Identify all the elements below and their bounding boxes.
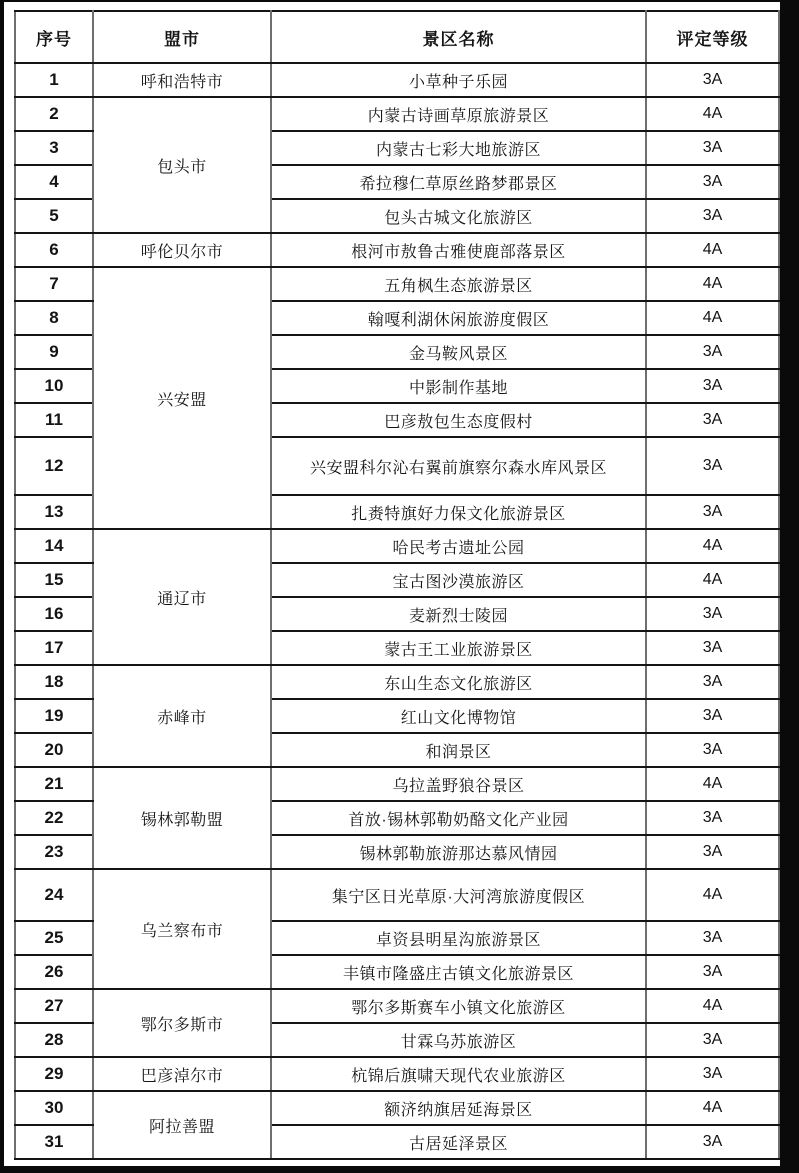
grade-cell: 4A [646,989,779,1023]
table-row [15,1057,779,1091]
grade-cell: 3A [646,369,779,403]
scenic-name-cell: 古居延泽景区 [271,1125,646,1159]
table-row [15,97,779,131]
grade-cell: 3A [646,495,779,529]
table-row [15,63,779,97]
scenic-name-cell: 麦新烈士陵园 [271,597,646,631]
row-index-cell: 15 [15,563,93,597]
grade-cell: 3A [646,131,779,165]
scenic-name-cell: 金马鞍风景区 [271,335,646,369]
row-index-cell: 2 [15,97,93,131]
row-index-cell: 21 [15,767,93,801]
scenic-name-cell: 中影制作基地 [271,369,646,403]
row-index-cell: 17 [15,631,93,665]
grade-cell: 3A [646,1125,779,1159]
grade-cell: 3A [646,921,779,955]
grade-cell: 3A [646,631,779,665]
row-index-cell: 18 [15,665,93,699]
scenic-name-cell: 首放·锡林郭勒奶酪文化产业园 [271,801,646,835]
row-index-cell: 9 [15,335,93,369]
table-row [15,989,779,1023]
row-index-cell: 5 [15,199,93,233]
grade-cell: 4A [646,301,779,335]
row-index-cell: 31 [15,1125,93,1159]
row-index-cell: 27 [15,989,93,1023]
grade-cell: 3A [646,699,779,733]
row-index-cell: 19 [15,699,93,733]
scenic-name-cell: 内蒙古七彩大地旅游区 [271,131,646,165]
scenic-name-cell: 宝古图沙漠旅游区 [271,563,646,597]
row-index-cell: 23 [15,835,93,869]
league-city-cell: 赤峰市 [93,665,271,767]
grade-cell: 3A [646,955,779,989]
scenic-name-cell: 甘霖乌苏旅游区 [271,1023,646,1057]
table-row [15,1091,779,1125]
row-index-cell: 11 [15,403,93,437]
row-index-cell: 28 [15,1023,93,1057]
scenic-name-cell: 翰嘎利湖休闲旅游度假区 [271,301,646,335]
table-body [15,63,779,1159]
row-index-cell: 14 [15,529,93,563]
scenic-name-cell: 集宁区日光草原·大河湾旅游度假区 [271,869,646,921]
grade-cell: 4A [646,267,779,301]
table-row [15,869,779,921]
row-index-cell: 30 [15,1091,93,1125]
row-index-cell: 26 [15,955,93,989]
row-index-cell: 16 [15,597,93,631]
row-index-cell: 22 [15,801,93,835]
grade-cell: 3A [646,835,779,869]
league-city-cell: 乌兰察布市 [93,869,271,989]
grade-cell: 3A [646,665,779,699]
scenic-name-cell: 额济纳旗居延海景区 [271,1091,646,1125]
scenic-name-cell: 丰镇市隆盛庄古镇文化旅游景区 [271,955,646,989]
league-city-cell: 阿拉善盟 [93,1091,271,1159]
row-index-cell: 25 [15,921,93,955]
grade-cell: 3A [646,335,779,369]
grade-cell: 4A [646,97,779,131]
scenic-name-cell: 乌拉盖野狼谷景区 [271,767,646,801]
scenic-name-cell: 五角枫生态旅游景区 [271,267,646,301]
league-city-cell: 通辽市 [93,529,271,665]
header-scenic-name: 景区名称 [271,11,646,63]
grade-cell: 3A [646,597,779,631]
table-row [15,529,779,563]
document-page [4,2,780,1166]
row-index-cell: 12 [15,437,93,495]
grade-cell: 4A [646,563,779,597]
league-city-cell: 锡林郭勒盟 [93,767,271,869]
league-city-cell: 呼和浩特市 [93,63,271,97]
scenic-name-cell: 兴安盟科尔沁右翼前旗察尔森水库风景区 [271,437,646,495]
header-league-city: 盟市 [93,11,271,63]
scenic-name-cell: 杭锦后旗啸天现代农业旅游区 [271,1057,646,1091]
grade-cell: 3A [646,801,779,835]
grade-cell: 4A [646,233,779,267]
grade-cell: 3A [646,199,779,233]
scenic-name-cell: 哈民考古遗址公园 [271,529,646,563]
row-index-cell: 4 [15,165,93,199]
grade-cell: 3A [646,165,779,199]
row-index-cell: 20 [15,733,93,767]
league-city-cell: 巴彦淖尔市 [93,1057,271,1091]
league-city-cell: 呼伦贝尔市 [93,233,271,267]
row-index-cell: 8 [15,301,93,335]
grade-cell: 4A [646,869,779,921]
table-row [15,767,779,801]
table-row [15,267,779,301]
scenic-name-cell: 根河市敖鲁古雅使鹿部落景区 [271,233,646,267]
row-index-cell: 10 [15,369,93,403]
scenic-name-cell: 锡林郭勒旅游那达慕风情园 [271,835,646,869]
scenic-name-cell: 巴彦敖包生态度假村 [271,403,646,437]
grade-cell: 3A [646,437,779,495]
row-index-cell: 13 [15,495,93,529]
grade-cell: 3A [646,403,779,437]
header-grade: 评定等级 [646,11,779,63]
row-index-cell: 3 [15,131,93,165]
grade-cell: 3A [646,1057,779,1091]
grade-cell: 3A [646,733,779,767]
scenic-area-rating-table [14,10,780,1160]
league-city-cell: 包头市 [93,97,271,233]
scenic-name-cell: 包头古城文化旅游区 [271,199,646,233]
row-index-cell: 29 [15,1057,93,1091]
row-index-cell: 1 [15,63,93,97]
scenic-name-cell: 内蒙古诗画草原旅游景区 [271,97,646,131]
grade-cell: 3A [646,1023,779,1057]
row-index-cell: 7 [15,267,93,301]
scenic-name-cell: 东山生态文化旅游区 [271,665,646,699]
grade-cell: 4A [646,529,779,563]
table-row [15,233,779,267]
scenic-name-cell: 小草种子乐园 [271,63,646,97]
league-city-cell: 鄂尔多斯市 [93,989,271,1057]
scenic-name-cell: 鄂尔多斯赛车小镇文化旅游区 [271,989,646,1023]
scenic-name-cell: 希拉穆仁草原丝路梦郡景区 [271,165,646,199]
row-index-cell: 24 [15,869,93,921]
scenic-name-cell: 扎赉特旗好力保文化旅游景区 [271,495,646,529]
table-row [15,665,779,699]
league-city-cell: 兴安盟 [93,267,271,529]
scenic-name-cell: 蒙古王工业旅游景区 [271,631,646,665]
scenic-name-cell: 卓资县明星沟旅游景区 [271,921,646,955]
grade-cell: 4A [646,767,779,801]
grade-cell: 4A [646,1091,779,1125]
row-index-cell: 6 [15,233,93,267]
grade-cell: 3A [646,63,779,97]
header-index: 序号 [15,11,93,63]
scenic-name-cell: 和润景区 [271,733,646,767]
table-header-row [15,11,779,63]
scenic-name-cell: 红山文化博物馆 [271,699,646,733]
